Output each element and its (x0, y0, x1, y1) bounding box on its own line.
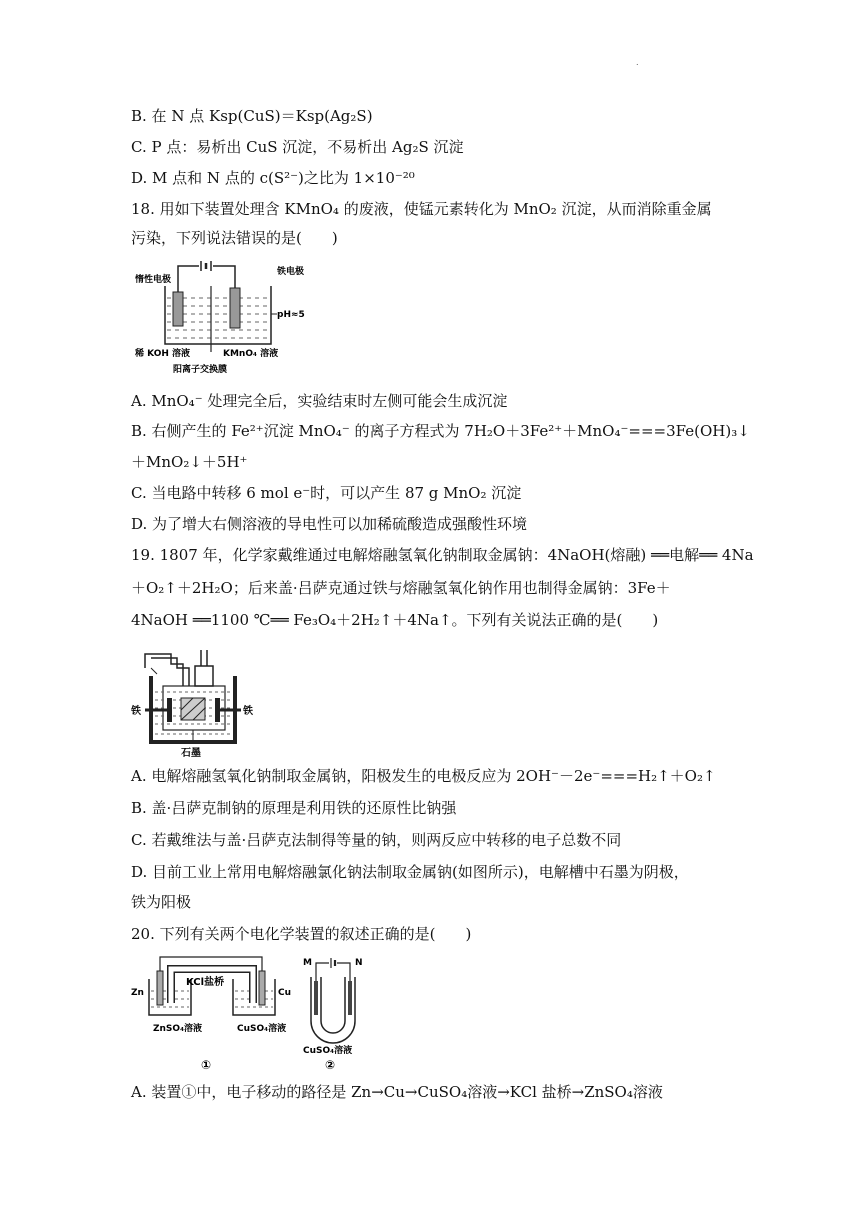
q20-stem: 20. 下列有关两个电化学装置的叙述正确的是( ) (131, 925, 472, 943)
fig20-left-solution: ZnSO₄溶液 (153, 1024, 203, 1034)
header-dot: . (636, 58, 639, 67)
q18-stem-line2: 污染，下列说法错误的是( ) (131, 229, 338, 247)
q19-stem-line2: ＋O₂↑＋2H₂O；后来盖·吕萨克通过铁与熔融氢氧化钠作用也制得金属钠：3Fe＋ (131, 579, 671, 597)
q20-option-a: A. 装置①中，电子移动的路径是 Zn→Cu→CuSO₄溶液→KCl 盐桥→ZnSO₄溶液 (131, 1083, 663, 1101)
q19-option-d1: D. 目前工业上常用电解熔融氯化钠法制取金属钠(如图所示)，电解槽中石墨为阴极， (131, 863, 689, 881)
fig20-n-label: N (355, 958, 363, 968)
fig19-left-iron-label: 铁 (131, 706, 141, 717)
fig18-membrane-label: 阳离子交换膜 (173, 365, 228, 375)
q19-stem-line1: 19. 1807 年，化学家戴维通过电解熔融氢氧化钠制取金属钠：4NaOH(熔融) ══电解══ 4Na (131, 546, 754, 564)
q19-option-b: B. 盖·吕萨克制钠的原理是利用铁的还原性比钠强 (131, 799, 457, 817)
q18-option-c: C. 当电路中转移 6 mol e⁻时，可以产生 87 g MnO₂ 沉淀 (131, 484, 522, 502)
q19-option-c: C. 若戴维法与盖·吕萨克法制得等量的钠，则两反应中转移的电子总数不同 (131, 831, 622, 849)
fig20-m-label: M (303, 958, 312, 968)
q19-option-a: A. 电解熔融氢氧化钠制取金属钠，阳极发生的电极反应为 2OH⁻－2e⁻===H₂↑＋O₂↑ (131, 767, 716, 785)
fig18-left-electrode-label: 惰性电极 (135, 275, 172, 285)
fig18-ph-label: pH≈5 (277, 310, 305, 320)
fig20-device1-label: ① (201, 1058, 212, 1072)
fig19-right-iron-label: 铁 (243, 706, 253, 717)
q18-option-a: A. MnO₄⁻ 处理完全后，实验结束时左侧可能会生成沉淀 (131, 392, 508, 410)
q18-option-d: D. 为了增大右侧溶液的导电性可以加稀硫酸造成强酸性环境 (131, 515, 528, 533)
q18-figure (131, 258, 311, 376)
q20-figure (131, 955, 371, 1075)
fig20-cu-label: Cu (278, 988, 292, 998)
fig20-zn-label: Zn (131, 988, 144, 998)
q19-figure (131, 646, 256, 758)
q17-option-c: C. P 点：易析出 CuS 沉淀，不易析出 Ag₂S 沉淀 (131, 138, 464, 156)
q19-stem-line3: 4NaOH ══1100 ℃══ Fe₃O₄＋2H₂↑＋4Na↑。下列有关说法正确的是( ) (131, 611, 659, 629)
q19-option-d2: 铁为阳极 (131, 893, 192, 911)
q17-option-b: B. 在 N 点 Ksp(CuS)＝Ksp(Ag₂S) (131, 107, 373, 125)
q17-option-d: D. M 点和 N 点的 c(S²⁻)之比为 1×10⁻²⁰ (131, 169, 415, 187)
fig20-salt-bridge-label: KCl盐桥 (186, 977, 225, 988)
fig18-right-solution: KMnO₄ 溶液 (223, 349, 279, 359)
q18-stem-line1: 18. 用如下装置处理含 KMnO₄ 的废液，使锰元素转化为 MnO₂ 沉淀，从而消除重金属 (131, 200, 712, 218)
q18-option-b1: B. 右侧产生的 Fe²⁺沉淀 MnO₄⁻ 的离子方程式为 7H₂O＋3Fe²⁺＋MnO₄⁻===3Fe(OH)₃↓ (131, 422, 750, 440)
fig18-left-solution: 稀 KOH 溶液 (135, 349, 191, 359)
fig20-device2-label: ② (325, 1058, 336, 1072)
fig20-u-solution: CuSO₄溶液 (303, 1046, 353, 1056)
fig19-graphite-label: 石墨 (181, 748, 201, 758)
q18-option-b2: ＋MnO₂↓＋5H⁺ (131, 453, 248, 471)
fig20-right-solution: CuSO₄溶液 (237, 1024, 287, 1034)
fig18-right-electrode-label: 铁电极 (277, 267, 305, 277)
